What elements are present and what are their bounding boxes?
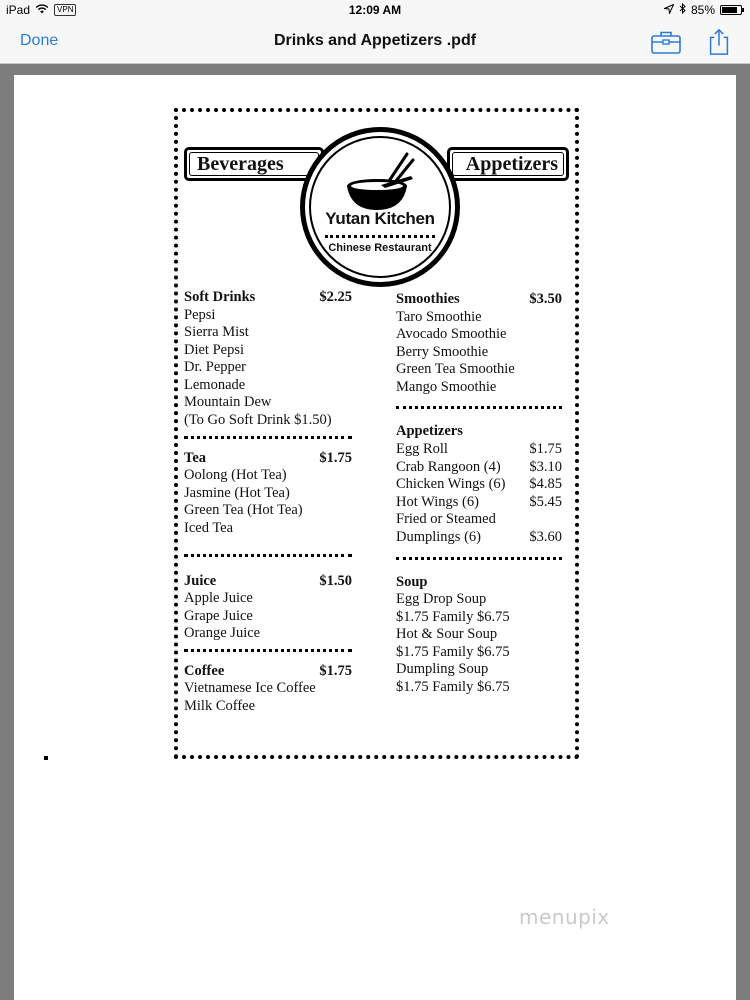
battery-level <box>722 7 737 13</box>
menu-item: Apple Juice <box>184 590 253 607</box>
menu-item: Mountain Dew <box>184 394 272 411</box>
item-price: $3.10 <box>529 458 562 475</box>
bluetooth-icon <box>679 3 686 17</box>
appetizers-label: Appetizers <box>465 153 558 175</box>
status-right <box>664 3 742 17</box>
menu-item <box>396 476 562 494</box>
section-price: $2.25 <box>319 289 352 305</box>
item-name: Egg Roll <box>396 440 448 457</box>
item-name: Dumplings (6) <box>396 528 481 545</box>
juice-section <box>184 573 352 643</box>
section-title: Appetizers <box>396 423 463 440</box>
menu-item <box>396 494 562 512</box>
section-divider <box>396 406 562 409</box>
section-title: Smoothies <box>396 291 460 307</box>
menu-item: Orange Juice <box>184 625 261 642</box>
device-name: iPad <box>6 3 31 17</box>
coffee-section <box>184 663 352 716</box>
section-header <box>184 450 352 468</box>
section-header <box>184 573 352 591</box>
section-title: Juice <box>184 572 217 589</box>
menu-item: $1.75 Family $6.75 <box>396 608 510 625</box>
section-title: Coffee <box>184 662 225 679</box>
menu-item: Sierra Mist <box>184 324 249 341</box>
section-divider <box>184 649 352 652</box>
menu-item: Diet Pepsi <box>184 341 245 358</box>
menu-item: Berry Smoothie <box>396 343 489 360</box>
appetizers-banner <box>447 147 569 181</box>
section-title: Tea <box>184 449 207 466</box>
watermark: menupix <box>519 905 610 929</box>
menu-item: Avocado Smoothie <box>396 326 507 343</box>
beverages-label: Beverages <box>197 153 284 175</box>
menu-item: (To Go Soft Drink $1.50) <box>184 412 332 429</box>
menu-item <box>396 459 562 477</box>
menu-item: Green Tea (Hot Tea) <box>184 502 303 519</box>
smoothies-section <box>396 291 562 396</box>
status-time: 12:09 AM <box>348 3 402 17</box>
menu-item: Egg Drop Soup <box>396 591 487 608</box>
item-price: $3.60 <box>529 528 562 545</box>
banner-inner-border <box>189 152 319 176</box>
section-title: Soft Drinks <box>184 289 256 305</box>
section-header <box>396 423 562 441</box>
section-divider <box>184 554 352 557</box>
item-name: Chicken Wings (6) <box>396 476 506 493</box>
pdf-page[interactable] <box>14 75 736 1000</box>
item-name: Crab Rangoon (4) <box>396 458 501 475</box>
done-button[interactable]: Done <box>20 32 59 49</box>
section-header <box>396 291 562 309</box>
restaurant-name: Yutan Kitchen <box>325 209 435 228</box>
beverages-banner <box>184 147 324 181</box>
banner-inner-border <box>452 152 564 176</box>
section-price: $1.75 <box>319 449 352 466</box>
menu-item: Hot & Sour Soup <box>396 626 498 643</box>
menu-item: Iced Tea <box>184 519 234 536</box>
menu-item: Pepsi <box>184 306 216 323</box>
section-title: Soup <box>396 573 428 590</box>
soup-section <box>396 574 562 697</box>
beverages-column <box>184 289 352 716</box>
logo-divider <box>325 235 435 238</box>
soft-drinks-section <box>184 289 352 430</box>
menu-item: Dumpling Soup <box>396 661 489 678</box>
menu-item: Dr. Pepper <box>184 359 247 376</box>
item-price: $1.75 <box>529 440 562 457</box>
menu-item <box>396 441 562 459</box>
section-price: $3.50 <box>529 291 562 307</box>
section-divider <box>184 436 352 439</box>
menu-item <box>396 511 562 529</box>
share-button[interactable] <box>705 28 733 56</box>
menu-item: $1.75 Family $6.75 <box>396 679 510 695</box>
tea-section <box>184 450 352 538</box>
share-icon <box>705 28 733 56</box>
appetizers-section <box>396 423 562 546</box>
vpn-badge: VPN <box>54 4 76 16</box>
stray-mark <box>44 756 48 760</box>
item-price: $4.85 <box>529 476 562 493</box>
section-price: $1.75 <box>319 662 352 679</box>
menu-item: Taro Smoothie <box>396 308 482 325</box>
item-name: Fried or Steamed <box>396 511 496 528</box>
section-header <box>184 663 352 681</box>
menu-item: Jasmine (Hot Tea) <box>184 484 290 501</box>
menu-item: Vietnamese Ice Coffee <box>184 680 316 697</box>
menu-item: $1.75 Family $6.75 <box>396 643 510 660</box>
menu-item: Mango Smoothie <box>396 378 497 395</box>
menu-item: Oolong (Hot Tea) <box>184 467 287 484</box>
item-name: Hot Wings (6) <box>396 493 479 510</box>
section-divider <box>396 557 562 560</box>
status-bar <box>0 0 750 20</box>
document-title: Drinks and Appetizers .pdf <box>273 32 477 49</box>
battery-percent: 85% <box>690 3 715 17</box>
section-header <box>184 289 352 307</box>
toolbox-button[interactable] <box>650 28 682 56</box>
battery-icon <box>720 5 742 15</box>
menu-item: Green Tea Smoothie <box>396 361 515 378</box>
restaurant-logo <box>300 127 460 287</box>
section-price: $1.50 <box>319 572 352 589</box>
item-price: $5.45 <box>529 493 562 510</box>
nav-bar <box>0 20 750 64</box>
appetizers-column <box>396 291 562 697</box>
toolbox-icon <box>650 28 682 56</box>
menu-item <box>396 529 562 547</box>
section-header <box>396 574 562 592</box>
bowl-chopsticks-icon <box>341 152 421 212</box>
restaurant-subtitle: Chinese Restaurant <box>328 242 432 254</box>
menu-item: Lemonade <box>184 376 246 393</box>
menu-item: Milk Coffee <box>184 697 256 714</box>
location-arrow-icon <box>664 3 674 17</box>
menu-item: Grape Juice <box>184 607 253 624</box>
